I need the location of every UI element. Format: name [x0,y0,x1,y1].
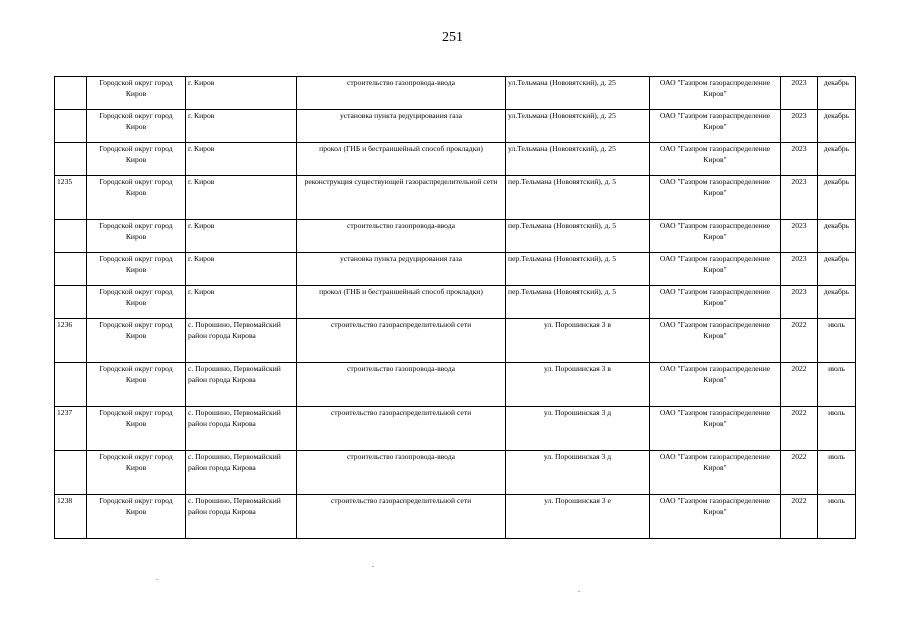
organization-cell: ОАО "Газпром газораспределение Киров" [650,143,781,176]
organization-cell: ОАО "Газпром газораспределение Киров" [650,110,781,143]
activity-cell: установка пункта редуцирования газа [297,110,506,143]
table-row [55,363,856,407]
organization-cell: ОАО "Газпром газораспределение Киров" [650,220,781,253]
activity-cell: строительство газопровода-ввода [297,77,506,110]
month-cell: декабрь [818,110,856,143]
scan-mark [156,579,158,580]
organization-cell: ОАО "Газпром газораспределение Киров" [650,407,781,451]
row-number [55,253,87,286]
organization-cell: ОАО "Газпром газораспределение Киров" [650,253,781,286]
address-cell: ул. Порошинская 3 д [506,451,650,495]
row-number [55,110,87,143]
register-table [54,76,856,539]
address-cell: ул. Порошинская 3 в [506,319,650,363]
month-cell: декабрь [818,220,856,253]
address-cell: ул.Тельмана (Нововятский), д. 25 [506,110,650,143]
table-row [55,220,856,253]
activity-cell: установка пункта редуцирования газа [297,253,506,286]
locality-cell: г. Киров [186,110,297,143]
table-row [55,143,856,176]
locality-cell: с. Порошино, Первомайский район города Кирова [186,451,297,495]
row-number: 1238 [55,495,87,539]
year-cell: 2023 [781,253,818,286]
municipality-cell: Городской округ город Киров [87,407,186,451]
municipality-cell: Городской округ город Киров [87,451,186,495]
organization-cell: ОАО "Газпром газораспределение Киров" [650,286,781,319]
activity-cell: строительство газораспределительной сети [297,407,506,451]
address-cell: пер.Тельмана (Нововятский), д. 5 [506,286,650,319]
row-number [55,363,87,407]
municipality-cell: Городской округ город Киров [87,176,186,220]
table-row [55,110,856,143]
row-number [55,220,87,253]
month-cell: декабрь [818,143,856,176]
month-cell: декабрь [818,286,856,319]
organization-cell: ОАО "Газпром газораспределение Киров" [650,176,781,220]
row-number: 1237 [55,407,87,451]
table-row [55,407,856,451]
organization-cell: ОАО "Газпром газораспределение Киров" [650,319,781,363]
municipality-cell: Городской округ город Киров [87,319,186,363]
table-row [55,286,856,319]
activity-cell: прокол (ГНБ и бестраншейный способ прокладки) [297,143,506,176]
municipality-cell: Городской округ город Киров [87,143,186,176]
scan-mark [578,591,580,592]
municipality-cell: Городской округ город Киров [87,253,186,286]
locality-cell: г. Киров [186,253,297,286]
organization-cell: ОАО "Газпром газораспределение Киров" [650,495,781,539]
table-row [55,319,856,363]
row-number: 1235 [55,176,87,220]
year-cell: 2023 [781,143,818,176]
address-cell: пер.Тельмана (Нововятский), д. 5 [506,253,650,286]
table-row [55,77,856,110]
address-cell: пер.Тельмана (Нововятский), д. 5 [506,176,650,220]
table-row [55,495,856,539]
row-number [55,451,87,495]
locality-cell: г. Киров [186,286,297,319]
register-table-body [55,77,856,539]
municipality-cell: Городской округ город Киров [87,495,186,539]
organization-cell: ОАО "Газпром газораспределение Киров" [650,77,781,110]
year-cell: 2022 [781,363,818,407]
month-cell: декабрь [818,77,856,110]
year-cell: 2022 [781,495,818,539]
row-number: 1236 [55,319,87,363]
month-cell: декабрь [818,253,856,286]
address-cell: ул. Порошинская 3 в [506,363,650,407]
locality-cell: с. Порошино, Первомайский район города Кирова [186,363,297,407]
locality-cell: с. Порошино, Первомайский район города Кирова [186,407,297,451]
activity-cell: строительство газораспределительной сети [297,319,506,363]
year-cell: 2023 [781,110,818,143]
year-cell: 2023 [781,77,818,110]
month-cell: июль [818,451,856,495]
locality-cell: г. Киров [186,143,297,176]
table-row [55,176,856,220]
year-cell: 2022 [781,407,818,451]
address-cell: ул. Порошинская 3 д [506,407,650,451]
address-cell: ул.Тельмана (Нововятский), д. 25 [506,143,650,176]
locality-cell: г. Киров [186,176,297,220]
locality-cell: с. Порошино, Первомайский район города Кирова [186,319,297,363]
organization-cell: ОАО "Газпром газораспределение Киров" [650,363,781,407]
year-cell: 2023 [781,286,818,319]
municipality-cell: Городской округ город Киров [87,286,186,319]
month-cell: июль [818,319,856,363]
address-cell: пер.Тельмана (Нововятский), д. 5 [506,220,650,253]
activity-cell: строительство газораспределительной сети [297,495,506,539]
address-cell: ул. Порошинская 3 е [506,495,650,539]
locality-cell: г. Киров [186,220,297,253]
table-row [55,253,856,286]
municipality-cell: Городской округ город Киров [87,220,186,253]
activity-cell: строительство газопровода-ввода [297,451,506,495]
month-cell: июль [818,363,856,407]
year-cell: 2022 [781,451,818,495]
activity-cell: строительство газопровода-ввода [297,220,506,253]
scan-mark [372,566,374,567]
organization-cell: ОАО "Газпром газораспределение Киров" [650,451,781,495]
month-cell: июль [818,407,856,451]
municipality-cell: Городской округ город Киров [87,363,186,407]
page-number: 251 [442,30,463,45]
municipality-cell: Городской округ город Киров [87,110,186,143]
activity-cell: прокол (ГНБ и бестраншейный способ прокладки) [297,286,506,319]
locality-cell: г. Киров [186,77,297,110]
row-number [55,286,87,319]
year-cell: 2022 [781,319,818,363]
row-number [55,143,87,176]
month-cell: июль [818,495,856,539]
activity-cell: реконструкция существующей газораспределительной сети [297,176,506,220]
address-cell: ул.Тельмана (Нововятский), д. 25 [506,77,650,110]
year-cell: 2023 [781,220,818,253]
month-cell: декабрь [818,176,856,220]
row-number [55,77,87,110]
locality-cell: с. Порошино, Первомайский район города Кирова [186,495,297,539]
municipality-cell: Городской округ город Киров [87,77,186,110]
year-cell: 2023 [781,176,818,220]
activity-cell: строительство газопровода-ввода [297,363,506,407]
table-row [55,451,856,495]
